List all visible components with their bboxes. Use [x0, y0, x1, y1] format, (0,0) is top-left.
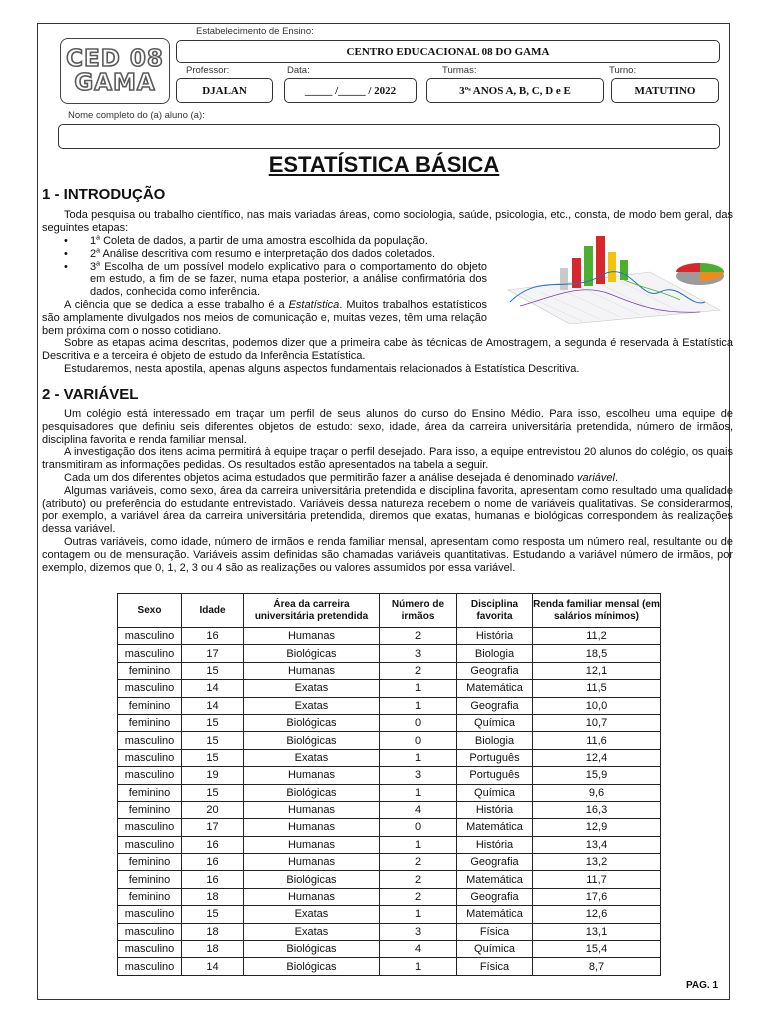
table-cell: 1 — [380, 958, 457, 975]
table-cell: Exatas — [244, 697, 380, 714]
table-cell: 16 — [182, 836, 244, 853]
table-cell: 0 — [380, 732, 457, 749]
table-cell: Biologia — [457, 732, 533, 749]
column-header: Renda familiar mensal (em salários mínimos) — [533, 594, 661, 628]
table-cell: Matemática — [457, 680, 533, 697]
table-cell: Humanas — [244, 628, 380, 645]
table-cell: masculino — [118, 767, 182, 784]
table-cell: Matemática — [457, 819, 533, 836]
table-cell: masculino — [118, 732, 182, 749]
table-cell: masculino — [118, 645, 182, 662]
table-cell: Biológicas — [244, 714, 380, 731]
table-cell: masculino — [118, 680, 182, 697]
table-cell: 17 — [182, 819, 244, 836]
table-cell: feminino — [118, 714, 182, 731]
table-cell: Humanas — [244, 662, 380, 679]
table-cell: 3 — [380, 645, 457, 662]
table-cell: Geografia — [457, 662, 533, 679]
table-cell: 15 — [182, 732, 244, 749]
table-cell: 12,1 — [533, 662, 661, 679]
table-cell: História — [457, 836, 533, 853]
table-cell: feminino — [118, 888, 182, 905]
table-cell: 13,1 — [533, 923, 661, 940]
column-header: Disciplina favorita — [457, 594, 533, 628]
table-cell: feminino — [118, 662, 182, 679]
table-cell: Biológicas — [244, 784, 380, 801]
table-row — [118, 888, 661, 905]
table-row — [118, 941, 661, 958]
table-cell: feminino — [118, 697, 182, 714]
table-row — [118, 871, 661, 888]
table-cell: 13,2 — [533, 854, 661, 871]
table-cell: 17 — [182, 645, 244, 662]
teacher-field: DJALAN — [176, 78, 273, 103]
table-cell: 16 — [182, 628, 244, 645]
table-cell: Matemática — [457, 871, 533, 888]
page-title: ESTATÍSTICA BÁSICA — [268, 152, 500, 177]
intro-paragraph-3: Sobre as etapas acima descritas, podemos dizer que a primeira cabe às técnicas de Amostragem, a segunda é reservada à Estatística Descritiva e a terceira é objeto de estudo da Inferência Estatística. — [42, 337, 733, 362]
table-cell: Biologia — [457, 645, 533, 662]
table-row — [118, 854, 661, 871]
table-cell: 3 — [380, 767, 457, 784]
table-cell: 11,2 — [533, 628, 661, 645]
table-cell: Biológicas — [244, 645, 380, 662]
table-cell: Exatas — [244, 923, 380, 940]
table-cell: 14 — [182, 697, 244, 714]
table-cell: feminino — [118, 801, 182, 818]
shift-field: MATUTINO — [611, 78, 719, 103]
table-cell: História — [457, 628, 533, 645]
table-cell: Português — [457, 749, 533, 766]
table-cell: Física — [457, 923, 533, 940]
table-cell: 15 — [182, 749, 244, 766]
table-row — [118, 819, 661, 836]
table-cell: 10,0 — [533, 697, 661, 714]
variable-text — [42, 408, 733, 574]
table-row — [118, 784, 661, 801]
table-cell: Humanas — [244, 836, 380, 853]
intro-text — [42, 209, 733, 235]
variable-paragraph-2: A investigação dos itens acima permitirá à equipe traçar o perfil desejado. Para isso, a equipe entrevistou 20 alunos do colégio, os quais transmitiram as informações pedidas. Os resultados estão apresentados na tabela a seguir. — [42, 446, 733, 472]
table-cell: Física — [457, 958, 533, 975]
table-cell: 16,3 — [533, 801, 661, 818]
table-cell: Humanas — [244, 801, 380, 818]
intro-paragraph-1: Toda pesquisa ou trabalho científico, nas mais variadas áreas, como sociologia, saúde, psicologia, etc., consta, de modo bem geral, das seguintes etapas: — [42, 209, 733, 234]
list-item: • 2$^a$ Análise descritiva com resumo e interpretação dos dados coletados. — [42, 248, 487, 261]
student-name-label: Nome completo do (a) aluno (a): — [68, 110, 205, 121]
table-row — [118, 749, 661, 766]
table-cell: 13,4 — [533, 836, 661, 853]
table-cell: Humanas — [244, 854, 380, 871]
table-cell: masculino — [118, 836, 182, 853]
table-cell: 3 — [380, 923, 457, 940]
table-cell: masculino — [118, 628, 182, 645]
variable-paragraph-3 — [42, 472, 733, 485]
table-cell: 1 — [380, 697, 457, 714]
table-cell: 1 — [380, 836, 457, 853]
table-cell: masculino — [118, 958, 182, 975]
intro-paragraph-4: Estudaremos, nesta apostila, apenas alguns aspectos fundamentais relacionados à Estatística Descritiva. — [64, 362, 580, 375]
intro-steps — [42, 235, 487, 299]
table-cell: Português — [457, 767, 533, 784]
step-number: 2 — [90, 247, 97, 260]
variable-heading: 2 - VARIÁVEL — [42, 386, 139, 403]
table-row — [118, 801, 661, 818]
logo-line-2: GAMA — [74, 70, 156, 96]
variable-p3-emphasis: variável — [577, 471, 615, 484]
list-item: • 1$^a$ Coleta de dados, a partir de uma amostra escolhida da população. — [42, 235, 487, 248]
table-cell: 12,6 — [533, 906, 661, 923]
table-row — [118, 732, 661, 749]
page-number: PAG. 1 — [685, 980, 718, 991]
step-text: Análise descritiva com resumo e interpretação dos dados coletados. — [100, 247, 436, 260]
intro-heading: 1 - INTRODUÇÃO — [42, 186, 166, 203]
intro-p2-emphasis: Estatística — [288, 299, 340, 311]
table-row — [118, 767, 661, 784]
date-field: _____ /_____ / 2022 — [284, 78, 417, 103]
table-cell: 14 — [182, 958, 244, 975]
table-cell: Matemática — [457, 906, 533, 923]
table-cell: 18 — [182, 941, 244, 958]
table-cell: 2 — [380, 888, 457, 905]
table-cell: feminino — [118, 854, 182, 871]
table-cell: 1 — [380, 906, 457, 923]
step-number: 1 — [90, 235, 97, 247]
table-cell: Biológicas — [244, 871, 380, 888]
table-cell: feminino — [118, 784, 182, 801]
table-body — [118, 628, 661, 976]
column-header: Idade — [182, 594, 244, 628]
intro-p2-part-a: A ciência que se dedica a esse trabalho é a — [64, 299, 289, 311]
variable-paragraph-1: Um colégio está interessado em traçar um perfil de seus alunos do curso do Ensino Médio. Para isso, escolheu uma equipe de pesquisadores que definiu seis diferentes objetos de estudo: sexo, idade, área da carreira universitária pretendida, número de irmãos, disciplina favorita e renda familiar mensal. — [42, 408, 733, 446]
statistics-chart-illustration — [500, 232, 728, 324]
table-row — [118, 714, 661, 731]
table-cell: 11,6 — [533, 732, 661, 749]
table-cell: Exatas — [244, 749, 380, 766]
table-cell: 2 — [380, 662, 457, 679]
table-cell: 12,4 — [533, 749, 661, 766]
table-cell: Biológicas — [244, 941, 380, 958]
intro-science-text — [42, 299, 487, 337]
table-cell: feminino — [118, 871, 182, 888]
table-cell: 1 — [380, 749, 457, 766]
table-row — [118, 958, 661, 975]
variable-paragraph-4: Algumas variáveis, como sexo, área da carreira universitária pretendida e disciplina favorita, apresentam como resultado uma qualidade (atributo) ou preferência do estudante entrevistado. Variáveis dessa natureza recebem o nome de variáveis qualitativas. Se considerarmos, por exemplo, a variável área da carreira universitária pretendida, diremos que exatas, humanas e biológicas correspondem às realizações dessa variável. — [42, 484, 733, 536]
shift-label: Turno: — [609, 65, 637, 76]
table-cell: masculino — [118, 941, 182, 958]
table-cell: 15 — [182, 714, 244, 731]
table-cell: 1 — [380, 784, 457, 801]
step-text: Escolha de um possível modelo explicativo para o comportamento do objeto em estudo, a fim de se fazer, numa etapa posterior, a análise confirmatória dos dados, conhecida como inferência. — [90, 260, 487, 299]
table-cell: 10,7 — [533, 714, 661, 731]
table-row — [118, 628, 661, 645]
school-logo — [60, 38, 170, 104]
table-cell: 15 — [182, 662, 244, 679]
step-text: Coleta de dados, a partir de uma amostra escolhida da população. — [100, 235, 428, 247]
table-cell: 20 — [182, 801, 244, 818]
table-cell: Química — [457, 784, 533, 801]
establishment-field: CENTRO EDUCACIONAL 08 DO GAMA — [176, 40, 720, 63]
table-cell: 15 — [182, 784, 244, 801]
table-header-row — [118, 594, 661, 628]
table-row — [118, 906, 661, 923]
table-row — [118, 923, 661, 940]
step-number: 3 — [90, 260, 97, 273]
table-cell: 11,7 — [533, 871, 661, 888]
logo-line-1: CED 08 — [66, 46, 164, 72]
column-header: Sexo — [118, 594, 182, 628]
table-cell: História — [457, 801, 533, 818]
table-cell: Química — [457, 941, 533, 958]
table-cell: 18 — [182, 888, 244, 905]
table-cell: masculino — [118, 906, 182, 923]
table-cell: masculino — [118, 819, 182, 836]
table-row — [118, 836, 661, 853]
table-cell: 14 — [182, 680, 244, 697]
establishment-label: Estabelecimento de Ensino: — [196, 26, 314, 37]
column-header: Número de irmãos — [380, 594, 457, 628]
table-cell: 2 — [380, 871, 457, 888]
table-row — [118, 662, 661, 679]
date-label: Data: — [287, 65, 310, 76]
table-cell: Geografia — [457, 854, 533, 871]
table-cell: 2 — [380, 854, 457, 871]
variable-p3-part-b: . — [614, 471, 619, 484]
table-cell: Humanas — [244, 819, 380, 836]
table-cell: Geografia — [457, 697, 533, 714]
table-cell: Química — [457, 714, 533, 731]
intro-p2-part-b: . Muitos trabalhos estatísticos são amplamente divulgados nos meios de comunicação e, muitas vezes, têm uma relação bem próxima com o nosso cotidiano. — [42, 299, 487, 337]
intro-paragraph-2 — [42, 299, 487, 337]
table-cell: masculino — [118, 749, 182, 766]
table-cell: 4 — [380, 801, 457, 818]
table-cell: 2 — [380, 628, 457, 645]
table-cell: 15,4 — [533, 941, 661, 958]
classes-field: 3ºˢ ANOS A, B, C, D e E — [426, 78, 604, 103]
intro-steps-list — [42, 235, 487, 299]
table-cell: Geografia — [457, 888, 533, 905]
column-header: Área da carreira universitária pretendida — [244, 594, 380, 628]
table-cell: masculino — [118, 923, 182, 940]
table-cell: Biológicas — [244, 732, 380, 749]
table-cell: 16 — [182, 871, 244, 888]
table-row — [118, 680, 661, 697]
table-cell: 8,7 — [533, 958, 661, 975]
table-cell: 17,6 — [533, 888, 661, 905]
table-cell: 15 — [182, 906, 244, 923]
table-cell: 16 — [182, 854, 244, 871]
list-item: • 3$^a$ Escolha de um possível modelo explicativo para o comportamento do objeto em estudo, a fim de se fazer, numa etapa posterior, a análise confirmatória dos dados, conhecida como inferência. — [42, 261, 487, 299]
student-name-field[interactable] — [58, 124, 720, 149]
table-cell: 18 — [182, 923, 244, 940]
table-cell: 9,6 — [533, 784, 661, 801]
intro-more-text — [42, 337, 733, 375]
table-cell: Exatas — [244, 680, 380, 697]
table-cell: 15,9 — [533, 767, 661, 784]
variable-p3-part-a: Cada um dos diferentes objetos acima estudados que permitirão fazer a análise desejada é denominado — [64, 471, 578, 484]
student-data-table — [117, 593, 661, 976]
table-cell: Exatas — [244, 906, 380, 923]
classes-label: Turmas: — [442, 65, 477, 76]
table-cell: 1 — [380, 680, 457, 697]
teacher-label: Professor: — [186, 65, 230, 76]
table-cell: Biológicas — [244, 958, 380, 975]
table-row — [118, 645, 661, 662]
variable-paragraph-5: Outras variáveis, como idade, número de irmãos e renda familiar mensal, apresentam como resposta um número real, resultante ou de contagem ou de mensuração. Variáveis assim definidas são chamadas variáveis quantitativas. Estudando a variável número de irmãos, por exemplo, dizemos que 0, 1, 2, 3 ou 4 são as realizações ou valores assumidos por essa variável. — [42, 535, 733, 574]
table-cell: 12,9 — [533, 819, 661, 836]
table-cell: 19 — [182, 767, 244, 784]
table-cell: Humanas — [244, 888, 380, 905]
table-cell: Humanas — [244, 767, 380, 784]
table-cell: 0 — [380, 819, 457, 836]
table-row — [118, 697, 661, 714]
table-cell: 11,5 — [533, 680, 661, 697]
table-cell: 4 — [380, 941, 457, 958]
table-cell: 0 — [380, 714, 457, 731]
table-cell: 18,5 — [533, 645, 661, 662]
